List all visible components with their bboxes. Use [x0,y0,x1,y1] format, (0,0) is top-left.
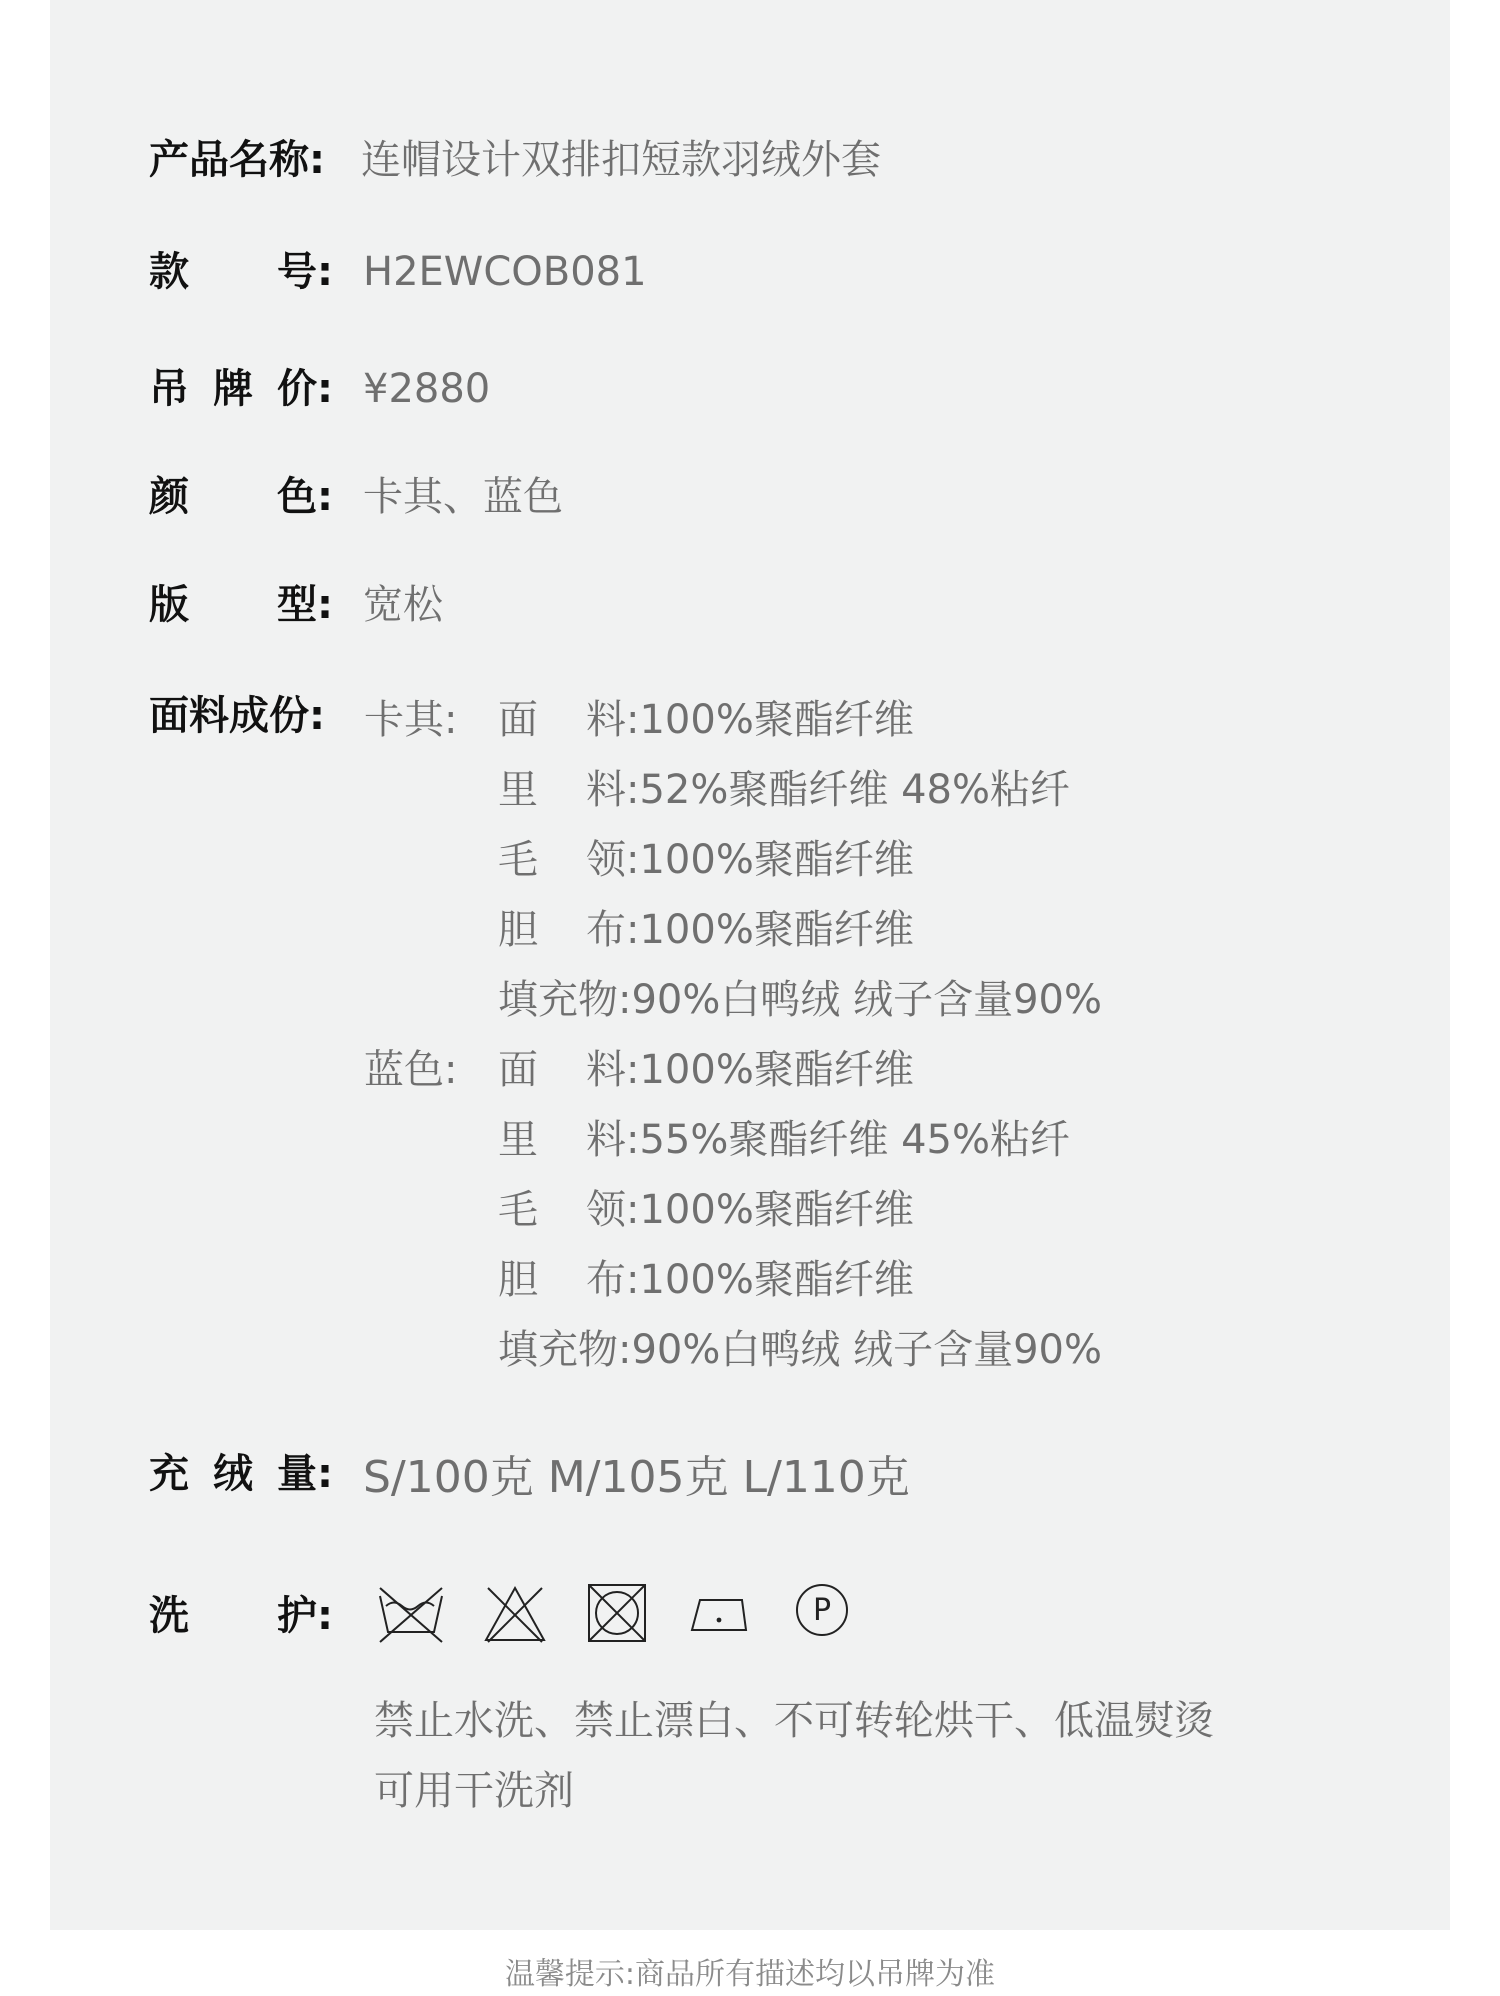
dry-clean-p-letter: P [812,1593,832,1628]
composition-color-khaki: 卡其: [364,697,458,743]
do-not-tumble-dry-icon [586,1582,648,1644]
composition-label: 面料成份: [149,693,325,739]
product-name-label: 产品名称: [149,137,325,183]
product-info-panel [50,0,1450,1930]
composition-color-blue: 蓝色: [364,1047,458,1093]
style-number-value: H2EWCOB081 [363,249,647,295]
care-instructions-line: 禁止水洗、禁止漂白、不可转轮烘干、低温熨烫 [374,1698,1214,1744]
fill-weight-value: S/100克 M/105克 L/110克 [363,1452,910,1503]
dry-clean-p-icon [794,1582,850,1638]
color-value: 卡其、蓝色 [363,474,563,520]
fit-value: 宽松 [363,582,443,628]
product-name-value: 连帽设计双排扣短款羽绒外套 [361,137,881,183]
care-instructions-line: 可用干洗剂 [374,1768,574,1814]
footer-note: 温馨提示:商品所有描述均以吊牌为准 [504,1957,996,1992]
iron-low-icon [688,1582,750,1644]
do-not-wash-icon [376,1582,446,1648]
do-not-bleach-icon [482,1582,548,1648]
care-instructions [374,1686,1334,1826]
tag-price-value: ¥2880 [363,366,491,412]
